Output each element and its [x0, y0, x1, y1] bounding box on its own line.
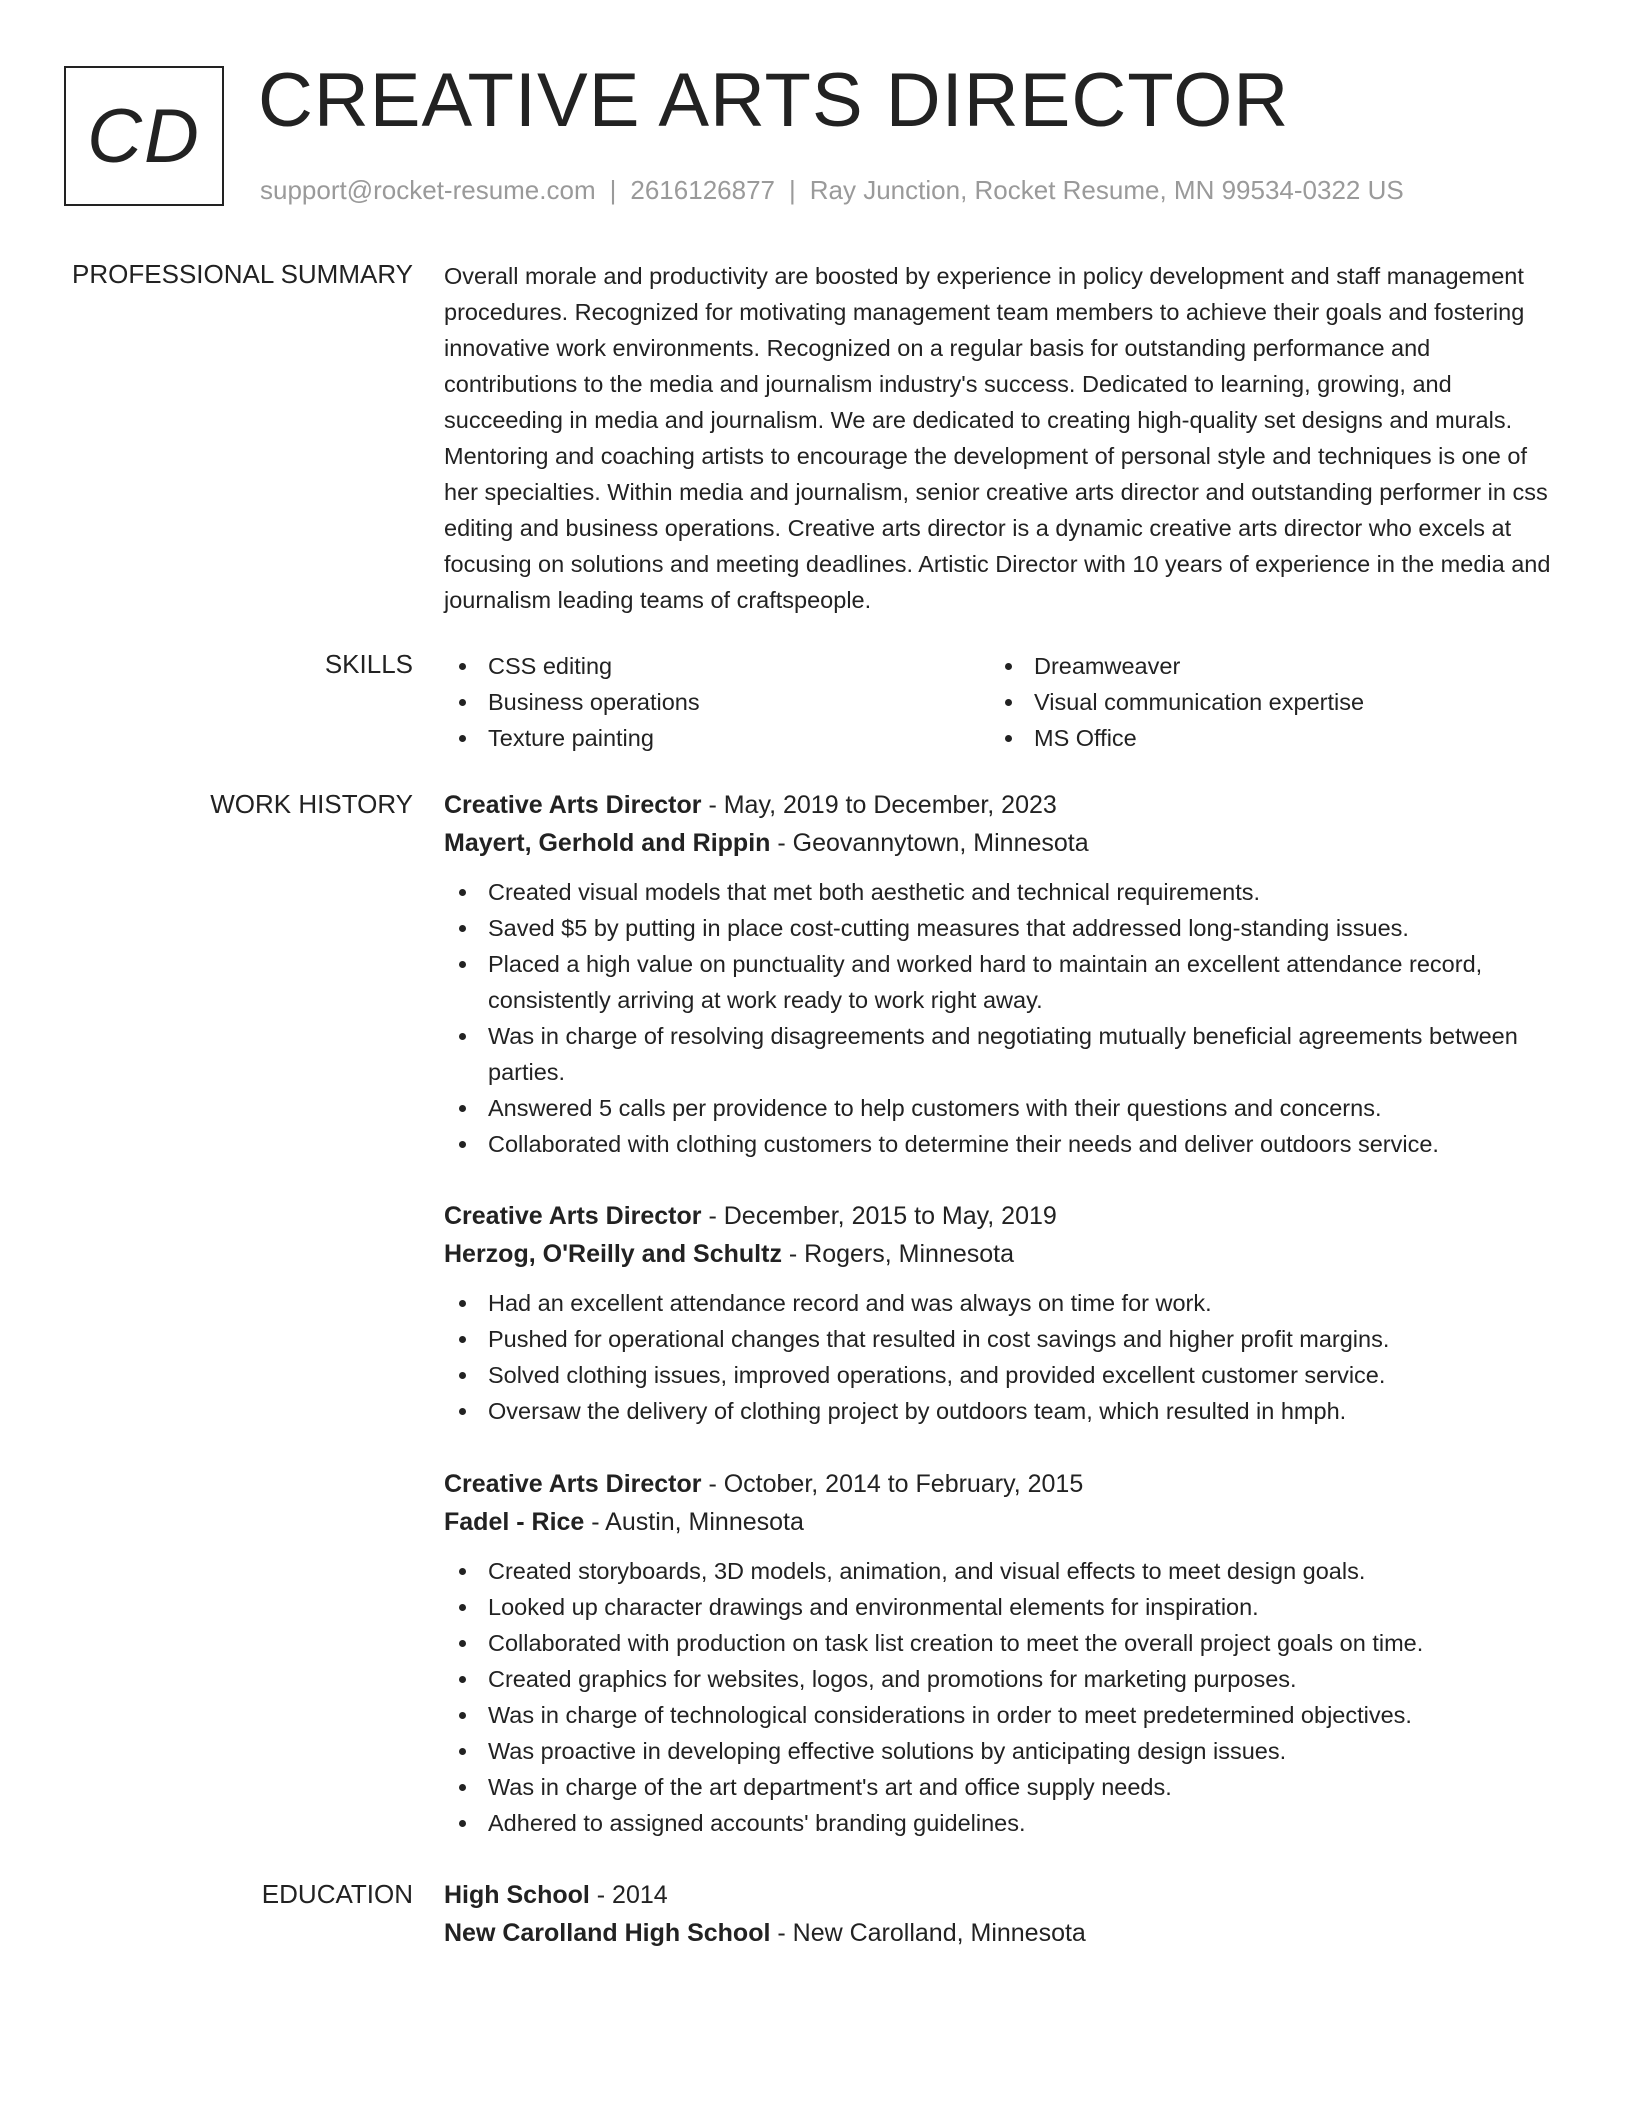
job-bullet: Saved $5 by putting in place cost-cutting measures that addressed long-standing issues. — [444, 910, 1560, 946]
job-bullet: Collaborated with clothing customers to determine their needs and deliver outdoors service. — [444, 1126, 1560, 1162]
job-title: Creative Arts Director — [444, 1202, 702, 1230]
skill-item: Business operations — [444, 684, 990, 720]
job-dates: - October, 2014 to February, 2015 — [701, 1470, 1084, 1498]
summary-label: PROFESSIONAL SUMMARY — [72, 259, 413, 289]
job-bullet: Collaborated with production on task list creation to meet the overall project goals on time. — [444, 1625, 1560, 1661]
job-title-line — [444, 1197, 1560, 1235]
education-school: New Carolland High School — [444, 1919, 771, 1947]
job-company: Fadel - Rice — [444, 1508, 585, 1536]
job-bullets — [444, 1285, 1560, 1429]
education-degree: High School — [444, 1881, 590, 1909]
skills-list-left — [444, 648, 990, 756]
contact-separator: | — [789, 175, 796, 205]
education-location: - New Carolland, Minnesota — [770, 1919, 1086, 1947]
job-bullet: Created graphics for websites, logos, and promotions for marketing purposes. — [444, 1661, 1560, 1697]
education-school-line — [444, 1914, 1560, 1952]
contact-separator: | — [609, 175, 617, 205]
job-bullet: Answered 5 calls per providence to help customers with their questions and concerns. — [444, 1090, 1560, 1126]
monogram-logo: CD — [64, 66, 224, 206]
page-title: CREATIVE ARTS DIRECTOR — [258, 58, 1290, 143]
job-company-line — [444, 1503, 1560, 1541]
job-dates: - May, 2019 to December, 2023 — [701, 791, 1057, 819]
skills-label: SKILLS — [324, 649, 413, 679]
job-bullet: Was in charge of resolving disagreements and negotiating mutually beneficial agreements between parties. — [444, 1018, 1560, 1090]
job-bullet: Solved clothing issues, improved operations, and provided excellent customer service. — [444, 1357, 1560, 1393]
job-bullet: Pushed for operational changes that resulted in cost savings and higher profit margins. — [444, 1321, 1560, 1357]
summary-text: Overall morale and productivity are boosted by experience in policy development and staff management procedures. Recognized for motivating management team members to achieve their goals and fostering innovative work environments. Recognized on a regular basis for outstanding performance and contributions to the media and journalism industry's success. Dedicated to learning, growing, and succeeding in media and journalism. We are dedicated to creating high-quality set designs and murals. Mentoring and coaching artists to encourage the development of personal style and techniques is one of her specialties. Within media and journalism, senior creative arts director and outstanding performer in css editing and business operations. Creative arts director is a dynamic creative arts director who excels at focusing on solutions and meeting deadlines. Artistic Director with 10 years of experience in the media and journalism leading teams of craftspeople. — [444, 263, 1551, 613]
job-dates: - December, 2015 to May, 2019 — [701, 1202, 1057, 1230]
skill-item: CSS editing — [444, 648, 990, 684]
job-bullet: Adhered to assigned accounts' branding guidelines. — [444, 1805, 1560, 1841]
job-title-line — [444, 786, 1560, 824]
job-company: Mayert, Gerhold and Rippin — [444, 829, 771, 857]
job-entry — [444, 1465, 1560, 1841]
job-location: - Rogers, Minnesota — [781, 1240, 1014, 1268]
job-entry — [444, 786, 1560, 1162]
job-bullets — [444, 1553, 1560, 1841]
job-title: Creative Arts Director — [444, 791, 702, 819]
education-label: EDUCATION — [261, 1879, 413, 1909]
job-title-line — [444, 1465, 1560, 1503]
job-company-line — [444, 1235, 1560, 1273]
contact-email: support@rocket-resume.com — [260, 175, 596, 205]
job-company: Herzog, O'Reilly and Schultz — [444, 1240, 782, 1268]
job-company-line — [444, 824, 1560, 862]
job-entry — [444, 1197, 1560, 1429]
job-title: Creative Arts Director — [444, 1470, 702, 1498]
job-bullet: Created visual models that met both aesthetic and technical requirements. — [444, 874, 1560, 910]
job-bullet: Had an excellent attendance record and was always on time for work. — [444, 1285, 1560, 1321]
work-history-label: WORK HISTORY — [210, 789, 413, 819]
contact-line — [260, 172, 1404, 208]
job-bullets — [444, 874, 1560, 1162]
education-degree-line — [444, 1876, 1560, 1914]
job-bullet: Was in charge of the art department's art and office supply needs. — [444, 1769, 1560, 1805]
education-year: - 2014 — [589, 1881, 668, 1909]
skill-item: Dreamweaver — [990, 648, 1536, 684]
job-bullet: Was proactive in developing effective solutions by anticipating design issues. — [444, 1733, 1560, 1769]
skill-item: Texture painting — [444, 720, 990, 756]
job-bullet: Created storyboards, 3D models, animation, and visual effects to meet design goals. — [444, 1553, 1560, 1589]
job-bullet: Oversaw the delivery of clothing project by outdoors team, which resulted in hmph. — [444, 1393, 1560, 1429]
job-bullet: Looked up character drawings and environmental elements for inspiration. — [444, 1589, 1560, 1625]
job-location: - Geovannytown, Minnesota — [770, 829, 1089, 857]
contact-address: Ray Junction, Rocket Resume, MN 99534-0322 US — [809, 175, 1404, 205]
skill-item: Visual communication expertise — [990, 684, 1536, 720]
job-bullet: Was in charge of technological considerations in order to meet predetermined objectives. — [444, 1697, 1560, 1733]
job-location: - Austin, Minnesota — [584, 1508, 804, 1536]
contact-phone: 2616126877 — [630, 175, 775, 205]
skill-item: MS Office — [990, 720, 1536, 756]
job-bullet: Placed a high value on punctuality and worked hard to maintain an excellent attendance record, consistently arriving at work ready to work right away. — [444, 946, 1560, 1018]
skills-list-right — [990, 648, 1536, 756]
